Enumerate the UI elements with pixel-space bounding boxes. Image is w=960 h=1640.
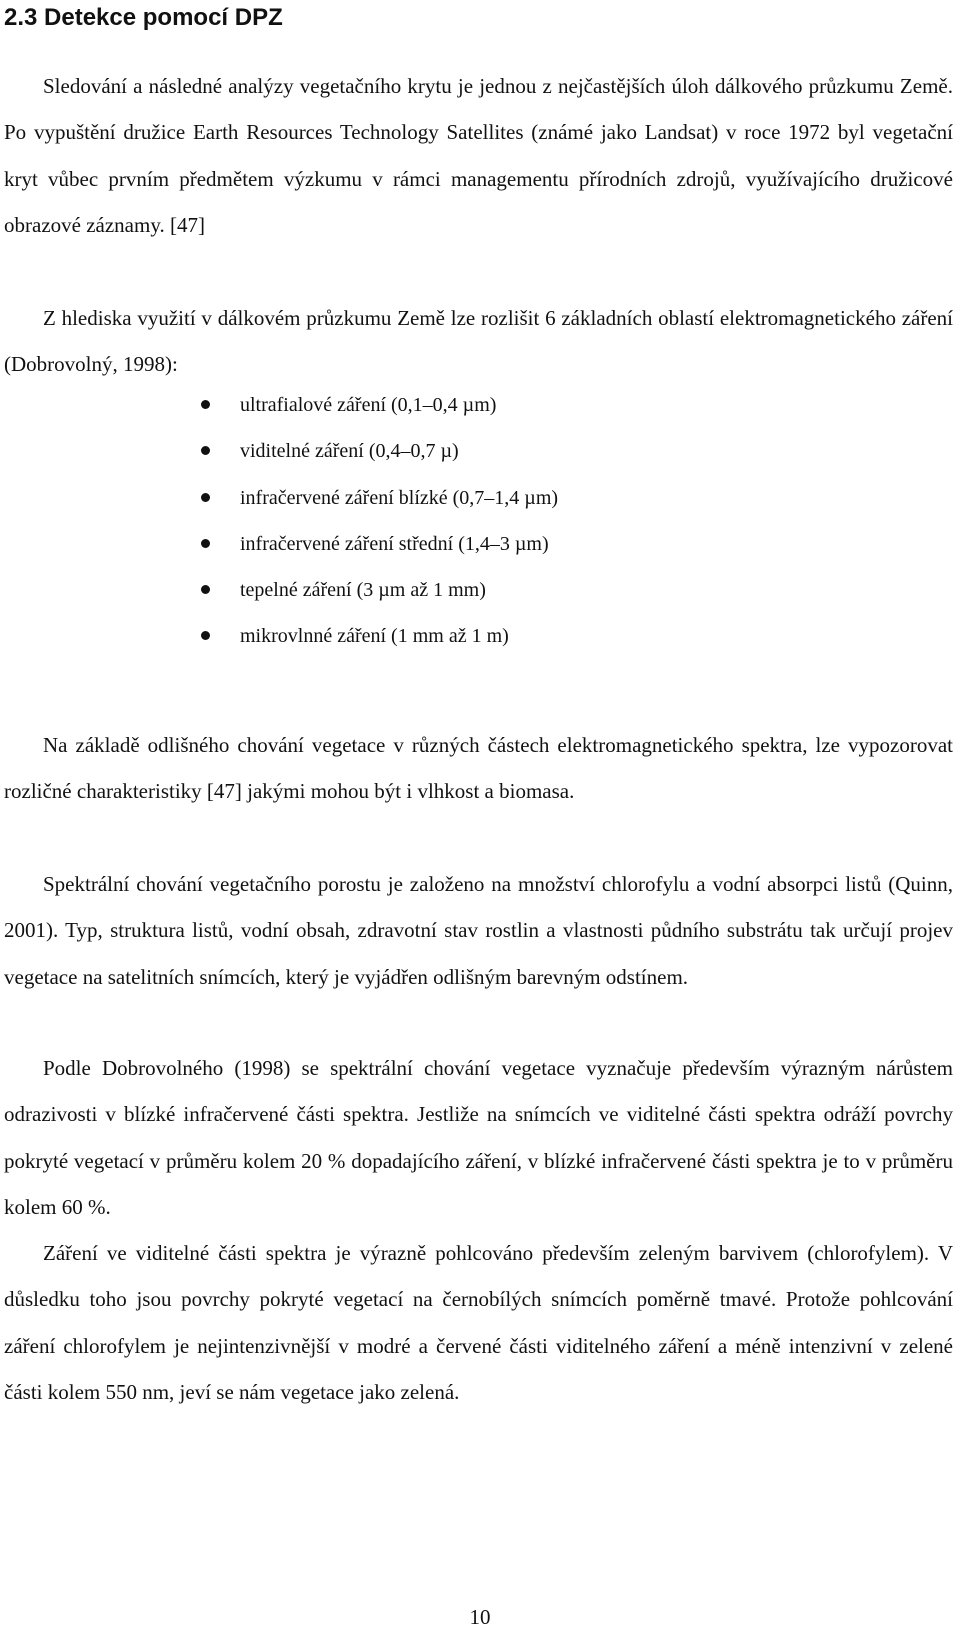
paragraph-landsat-intro: Sledování a následné analýzy vegetačního krytu je jednou z nejčastějších úloh dálkového průzkumu Země. Po vypuštění družice Earth Resources Technology Satellites (známé jako Landsat) v roce 1972 byl vegetační kryt vůbec prvním předmětem výzkumu v rámci managementu přírodních zdrojů, využívajícího družicové obrazové záznamy. [47] [4, 74, 953, 237]
list-item-text: mikrovlnné záření (1 mm až 1 m) [240, 625, 509, 648]
em-regions-list [202, 390, 558, 668]
paragraph-vegetation-behavior: Na základě odlišného chování vegetace v různých částech elektromagnetického spektra, lze vypozorovat rozličné charakteristiky [47] jakými mohou být i vlhkost a biomasa. [4, 733, 953, 804]
list-item-text: viditelné záření (0,4–0,7 µ) [240, 440, 459, 463]
paragraph-spectral-behavior: Spektrální chování vegetačního porostu je založeno na množství chlorofylu a vodní absorpci listů (Quinn, 2001). Typ, struktura listů, vodní obsah, zdravotní stav rostlin a vlastnosti půdního substrátu tak určují projev vegetace na satelitních snímcích, který je vyjádřen odlišným barevným odstínem. [4, 872, 953, 989]
bullet-icon [201, 446, 210, 455]
paragraph-em-regions-intro: Z hlediska využití v dálkovém průzkumu Země lze rozlišit 6 základních oblastí elektromagnetického záření (Dobrovolný, 1998): [4, 306, 953, 377]
bullet-icon [201, 539, 210, 548]
paragraph-chlorophyll-absorption: Záření ve viditelné části spektra je výrazně pohlcováno především zeleným barvivem (chlorofylem). V důsledku toho jsou povrchy pokryté vegetací na černobílých snímcích poměrně tmavé. Protože pohlcování záření chlorofylem je nejintenzivnější v modré a červené části viditelného záření a méně intenzivní v zelené části kolem 550 nm, jeví se nám vegetace jako zelená. [4, 1241, 953, 1404]
bullet-icon [201, 631, 210, 640]
bullet-icon [201, 400, 210, 409]
paragraph-reflectance: Podle Dobrovolného (1998) se spektrální chování vegetace vyznačuje především výrazným nárůstem odrazivosti v blízké infračervené části spektra. Jestliže na snímcích ve viditelné části spektra odráží povrchy pokryté vegetací v průměru kolem 20 % dopadajícího záření, v blízké infračervené části spektra je to v průměru kolem 60 %. [4, 1056, 953, 1219]
list-item-text: ultrafialové záření (0,1–0,4 µm) [240, 394, 497, 416]
list-item-text: infračervené záření střední (1,4–3 µm) [240, 532, 549, 555]
bullet-icon [201, 493, 210, 502]
page-number: 10 [469, 1605, 491, 1629]
list-item-text: tepelné záření (3 µm až 1 mm) [240, 579, 486, 602]
list-item [202, 621, 558, 667]
section-heading: 2.3 Detekce pomocí DPZ [4, 4, 283, 31]
list-item [202, 436, 558, 482]
list-item [202, 483, 558, 529]
list-item [202, 575, 558, 621]
list-item-text: infračervené záření blízké (0,7–1,4 µm) [240, 486, 559, 509]
bullet-icon [201, 585, 210, 594]
list-item [202, 529, 558, 575]
list-item [202, 390, 558, 436]
